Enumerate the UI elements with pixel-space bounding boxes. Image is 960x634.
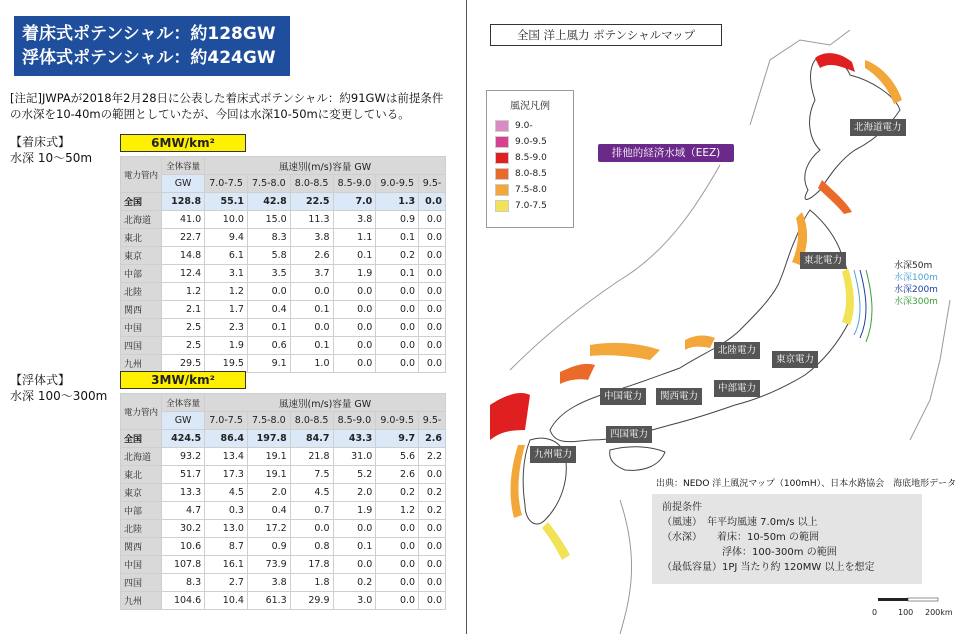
value-cell: 0.0: [419, 355, 446, 373]
unit-header: GW: [162, 412, 205, 430]
legend-label: 9.0-: [515, 121, 533, 131]
region-cell: 四国: [121, 574, 162, 592]
region-cell: 九州: [121, 592, 162, 610]
value-cell: 29.9: [290, 592, 333, 610]
wind-zone-kyushu: [542, 522, 570, 560]
region-cell: 東北: [121, 229, 162, 247]
wind-zone-hokkaido: [818, 180, 852, 214]
value-cell: 0.1: [376, 229, 419, 247]
value-cell: 0.0: [290, 283, 333, 301]
value-cell: 2.0: [333, 484, 376, 502]
label-kyushu: 九州電力: [530, 446, 576, 463]
value-cell: 0.0: [376, 355, 419, 373]
value-cell: 0.0: [376, 319, 419, 337]
value-cell: 0.6: [247, 337, 290, 355]
value-cell: 19.5: [205, 355, 248, 373]
scale-bar-segment: [908, 598, 938, 601]
value-cell: 2.2: [419, 448, 446, 466]
total-cell: 22.7: [162, 229, 205, 247]
total-cell: 51.7: [162, 466, 205, 484]
value-cell: 1.3: [376, 193, 419, 211]
wind-zone-honshu: [560, 364, 595, 384]
value-cell: 3.8: [333, 211, 376, 229]
legend-title: 風況凡例: [510, 101, 550, 112]
region-cell: 九州: [121, 355, 162, 373]
value-cell: 13.0: [205, 520, 248, 538]
legend-label: 8.0-8.5: [515, 169, 547, 179]
headline-box: [14, 16, 290, 76]
legend-swatch: [495, 120, 509, 132]
table-row: [121, 319, 446, 337]
speed-header: 9.0-9.5: [376, 412, 419, 430]
value-cell: 0.0: [419, 337, 446, 355]
speed-header: 7.0-7.5: [205, 412, 248, 430]
speed-header: 8.0-8.5: [290, 175, 333, 193]
speed-header: 9.5-: [419, 412, 446, 430]
value-cell: 0.0: [333, 520, 376, 538]
label-shikoku: 四国電力: [606, 426, 652, 443]
depth-line-label: 水深100m: [894, 273, 938, 283]
value-cell: 1.7: [205, 301, 248, 319]
value-cell: 0.0: [376, 520, 419, 538]
scale-label-200: 200km: [925, 608, 953, 617]
value-cell: 19.1: [247, 448, 290, 466]
value-cell: 0.0: [376, 538, 419, 556]
legend-item: [495, 166, 573, 182]
value-cell: 0.0: [419, 283, 446, 301]
depth-line-legend: [894, 260, 938, 308]
value-cell: 15.0: [247, 211, 290, 229]
value-cell: 0.2: [419, 502, 446, 520]
eez-label: 排他的経済水域（EEZ): [598, 144, 734, 162]
value-cell: 0.0: [419, 592, 446, 610]
total-header: 全体容量: [162, 394, 205, 412]
region-cell: 東京: [121, 484, 162, 502]
table-row: [121, 229, 446, 247]
legend-item: [495, 198, 573, 214]
value-cell: 0.0: [376, 556, 419, 574]
total-cell: 10.6: [162, 538, 205, 556]
value-cell: 2.7: [205, 574, 248, 592]
value-cell: 61.3: [247, 592, 290, 610]
floating-capacity-tag: 3MW/km²: [120, 371, 246, 389]
value-cell: 0.9: [247, 538, 290, 556]
fixed-capacity-tag: 6MW/km²: [120, 134, 246, 152]
total-cell: 2.1: [162, 301, 205, 319]
table-row: [121, 484, 446, 502]
depth-contour-300m: [866, 270, 872, 342]
shikoku-island: [610, 447, 665, 471]
total-cell: 13.3: [162, 484, 205, 502]
value-cell: 0.0: [419, 247, 446, 265]
value-cell: 10.4: [205, 592, 248, 610]
value-cell: 2.6: [376, 466, 419, 484]
value-cell: 0.0: [333, 319, 376, 337]
legend-item: [495, 134, 573, 150]
table-row: [121, 592, 446, 610]
legend-swatch: [495, 184, 509, 196]
value-cell: 3.0: [333, 592, 376, 610]
value-cell: 21.8: [290, 448, 333, 466]
value-cell: 0.0: [333, 301, 376, 319]
value-cell: 55.1: [205, 193, 248, 211]
total-cell: 30.2: [162, 520, 205, 538]
region-cell: 北陸: [121, 283, 162, 301]
value-cell: 1.8: [290, 574, 333, 592]
value-cell: 5.2: [333, 466, 376, 484]
eez-boundary: [910, 300, 950, 440]
label-tohoku: 東北電力: [800, 252, 846, 269]
total-cell: 8.3: [162, 574, 205, 592]
region-cell: 中部: [121, 265, 162, 283]
value-cell: 0.0: [419, 520, 446, 538]
value-cell: 3.1: [205, 265, 248, 283]
fixed-potential-table: [120, 156, 446, 373]
value-cell: 31.0: [333, 448, 376, 466]
fixed-depth: 水深 10〜50m: [10, 151, 93, 165]
unit-header: GW: [162, 175, 205, 193]
value-cell: 0.2: [376, 247, 419, 265]
value-cell: 1.9: [333, 502, 376, 520]
legend-swatch: [495, 200, 509, 212]
value-cell: 17.3: [205, 466, 248, 484]
value-cell: 3.7: [290, 265, 333, 283]
value-cell: 0.9: [376, 211, 419, 229]
table-row: [121, 538, 446, 556]
value-cell: 13.4: [205, 448, 248, 466]
value-cell: 1.2: [205, 283, 248, 301]
table-row: [121, 520, 446, 538]
value-cell: 22.5: [290, 193, 333, 211]
depth-contour-100m: [854, 270, 860, 335]
value-cell: 0.0: [333, 283, 376, 301]
table-row: [121, 574, 446, 592]
fixed-table-body: [121, 193, 446, 373]
source-note: 出典：NEDO 洋上風況マップ（100mH）、日本水路協会 海底地形データ: [656, 479, 957, 489]
wind-zone-honshu: [590, 343, 660, 360]
eez-boundary: [620, 500, 632, 634]
value-cell: 0.0: [419, 574, 446, 592]
legend-item: [495, 150, 573, 166]
value-cell: 0.0: [376, 337, 419, 355]
region-cell: 四国: [121, 337, 162, 355]
value-cell: 0.0: [419, 229, 446, 247]
value-cell: 84.7: [290, 430, 333, 448]
condition-line: （水深） 着床：10-50m の範囲: [662, 532, 819, 543]
legend-swatch: [495, 152, 509, 164]
total-cell: 4.7: [162, 502, 205, 520]
value-cell: 11.3: [290, 211, 333, 229]
value-cell: 0.0: [333, 556, 376, 574]
label-hokuriku: 北陸電力: [714, 342, 760, 359]
value-cell: 0.8: [290, 538, 333, 556]
value-cell: 0.1: [333, 538, 376, 556]
total-cell: 1.2: [162, 283, 205, 301]
region-cell: 全国: [121, 430, 162, 448]
corner-header: 電力管内: [121, 157, 162, 193]
value-cell: 3.8: [247, 574, 290, 592]
table-row: [121, 466, 446, 484]
value-cell: 4.5: [205, 484, 248, 502]
condition-line: （最低容量）1PJ 当たり約 120MW 以上を想定: [662, 562, 875, 573]
value-cell: 0.4: [247, 301, 290, 319]
table-row: [121, 211, 446, 229]
table-row: [121, 502, 446, 520]
value-cell: 0.0: [419, 319, 446, 337]
value-cell: 0.0: [419, 301, 446, 319]
panel-divider: [466, 0, 467, 634]
table-row: [121, 430, 446, 448]
wind-zone-honshu: [685, 336, 715, 350]
value-cell: 10.0: [205, 211, 248, 229]
table-row: [121, 265, 446, 283]
region-cell: 北海道: [121, 448, 162, 466]
value-cell: 2.6: [419, 430, 446, 448]
value-cell: 9.1: [247, 355, 290, 373]
region-cell: 全国: [121, 193, 162, 211]
total-cell: 29.5: [162, 355, 205, 373]
total-cell: 12.4: [162, 265, 205, 283]
table-row: [121, 193, 446, 211]
total-cell: 424.5: [162, 430, 205, 448]
value-cell: 19.1: [247, 466, 290, 484]
legend-label: 8.5-9.0: [515, 153, 547, 163]
floating-depth: 水深 100〜300m: [10, 389, 108, 403]
total-cell: 14.8: [162, 247, 205, 265]
headline-fixed: 着床式ポテンシャル：約128GW: [22, 24, 276, 44]
value-cell: 1.9: [333, 265, 376, 283]
total-cell: 2.5: [162, 337, 205, 355]
wind-zone-honshu: [490, 393, 530, 440]
table-row: [121, 247, 446, 265]
value-cell: 5.6: [376, 448, 419, 466]
value-cell: 0.0: [333, 355, 376, 373]
speed-header: 8.5-9.0: [333, 412, 376, 430]
depth-line-label: 水深50m: [894, 261, 933, 271]
floating-potential-table: [120, 393, 446, 610]
speed-header-row: [121, 412, 446, 430]
value-cell: 0.0: [419, 466, 446, 484]
fixed-label: 【着床式】: [10, 135, 71, 149]
value-cell: 3.8: [290, 229, 333, 247]
value-cell: 0.1: [247, 319, 290, 337]
value-cell: 17.2: [247, 520, 290, 538]
honshu-island: [550, 210, 852, 442]
value-cell: 0.0: [290, 520, 333, 538]
total-cell: 128.8: [162, 193, 205, 211]
scale-label-100: 100: [898, 608, 914, 617]
value-cell: 2.6: [290, 247, 333, 265]
total-header: 全体容量: [162, 157, 205, 175]
value-cell: 1.2: [376, 502, 419, 520]
value-cell: 43.3: [333, 430, 376, 448]
value-cell: 0.0: [419, 265, 446, 283]
total-cell: 41.0: [162, 211, 205, 229]
table-row: [121, 355, 446, 373]
table-row: [121, 556, 446, 574]
wind-legend: [486, 90, 574, 228]
value-cell: 0.0: [419, 193, 446, 211]
value-cell: 0.0: [376, 592, 419, 610]
value-cell: 8.7: [205, 538, 248, 556]
value-cell: 0.2: [333, 574, 376, 592]
conditions-title: 前提条件: [662, 502, 702, 513]
value-cell: 0.1: [290, 301, 333, 319]
value-cell: 0.0: [419, 556, 446, 574]
legend-swatch: [495, 168, 509, 180]
value-cell: 1.9: [205, 337, 248, 355]
legend-label: 7.5-8.0: [515, 185, 547, 195]
legend-item: [495, 182, 573, 198]
value-cell: 0.0: [376, 574, 419, 592]
value-cell: 2.0: [247, 484, 290, 502]
value-cell: 0.0: [419, 211, 446, 229]
table-row: [121, 283, 446, 301]
value-cell: 3.5: [247, 265, 290, 283]
region-cell: 中国: [121, 556, 162, 574]
region-cell: 北陸: [121, 520, 162, 538]
value-cell: 0.0: [419, 538, 446, 556]
legend-item: [495, 118, 573, 134]
label-tokyo: 東京電力: [772, 351, 818, 368]
value-cell: 42.8: [247, 193, 290, 211]
total-cell: 107.8: [162, 556, 205, 574]
value-cell: 16.1: [205, 556, 248, 574]
value-cell: 0.0: [290, 319, 333, 337]
headline-floating: 浮体式ポテンシャル：約424GW: [22, 48, 276, 68]
speed-header: 8.5-9.0: [333, 175, 376, 193]
value-cell: 0.3: [205, 502, 248, 520]
speed-header: 7.5-8.0: [247, 412, 290, 430]
speed-title-header: 風速別(m/s)容量 GW: [205, 157, 446, 175]
speed-header: 7.5-8.0: [247, 175, 290, 193]
value-cell: 73.9: [247, 556, 290, 574]
conditions-box: [652, 494, 922, 584]
value-cell: 0.4: [247, 502, 290, 520]
total-cell: 93.2: [162, 448, 205, 466]
label-hokkaido: 北海道電力: [850, 119, 906, 136]
value-cell: 7.0: [333, 193, 376, 211]
note-text: [注記]JWPAが2018年2月28日に公表した着床式ポテンシャル：約91GWは前提条件の水深を10-40mの範囲としていたが、今回は水深10-50mに変更している。: [10, 91, 444, 121]
speed-header: 9.0-9.5: [376, 175, 419, 193]
value-cell: 9.7: [376, 430, 419, 448]
value-cell: 0.0: [247, 283, 290, 301]
value-cell: 17.8: [290, 556, 333, 574]
region-cell: 関西: [121, 538, 162, 556]
table-row: [121, 337, 446, 355]
speed-header-row: [121, 175, 446, 193]
value-cell: 0.7: [290, 502, 333, 520]
value-cell: 0.1: [290, 337, 333, 355]
floating-table-body: [121, 430, 446, 610]
label-chubu: 中部電力: [714, 380, 760, 397]
value-cell: 0.1: [376, 265, 419, 283]
floating-label: 【浮体式】: [10, 373, 71, 387]
value-cell: 0.0: [376, 283, 419, 301]
region-cell: 東北: [121, 466, 162, 484]
depth-line-label: 水深300m: [894, 297, 938, 307]
legend-label: 7.0-7.5: [515, 201, 547, 211]
region-cell: 中国: [121, 319, 162, 337]
value-cell: 0.2: [376, 484, 419, 502]
legend-swatch: [495, 136, 509, 148]
table-row: [121, 301, 446, 319]
value-cell: 0.2: [419, 484, 446, 502]
value-cell: 0.1: [333, 247, 376, 265]
value-cell: 7.5: [290, 466, 333, 484]
total-cell: 104.6: [162, 592, 205, 610]
region-cell: 北海道: [121, 211, 162, 229]
condition-line: 浮体：100-300m の範囲: [662, 547, 837, 558]
corner-header: 電力管内: [121, 394, 162, 430]
region-cell: 中部: [121, 502, 162, 520]
table-row: [121, 448, 446, 466]
speed-header: 9.5-: [419, 175, 446, 193]
value-cell: 8.3: [247, 229, 290, 247]
scale-label-0: 0: [872, 608, 878, 617]
value-cell: 2.3: [205, 319, 248, 337]
value-cell: 0.0: [333, 337, 376, 355]
value-cell: 4.5: [290, 484, 333, 502]
region-cell: 東京: [121, 247, 162, 265]
depth-contour-200m: [860, 270, 866, 338]
legend-label: 9.0-9.5: [515, 137, 547, 147]
label-kansai: 関西電力: [656, 388, 702, 405]
value-cell: 86.4: [205, 430, 248, 448]
value-cell: 9.4: [205, 229, 248, 247]
speed-header: 7.0-7.5: [205, 175, 248, 193]
condition-line: （風速） 年平均風速 7.0m/s 以上: [662, 517, 818, 528]
value-cell: 0.0: [376, 301, 419, 319]
speed-title-header: 風速別(m/s)容量 GW: [205, 394, 446, 412]
label-chugoku: 中国電力: [600, 388, 646, 405]
value-cell: 6.1: [205, 247, 248, 265]
total-cell: 2.5: [162, 319, 205, 337]
value-cell: 1.1: [333, 229, 376, 247]
value-cell: 1.0: [290, 355, 333, 373]
speed-header: 8.0-8.5: [290, 412, 333, 430]
value-cell: 5.8: [247, 247, 290, 265]
map-title: 全国 洋上風力 ポテンシャルマップ: [490, 24, 722, 46]
region-cell: 関西: [121, 301, 162, 319]
value-cell: 197.8: [247, 430, 290, 448]
depth-line-label: 水深200m: [894, 285, 938, 295]
